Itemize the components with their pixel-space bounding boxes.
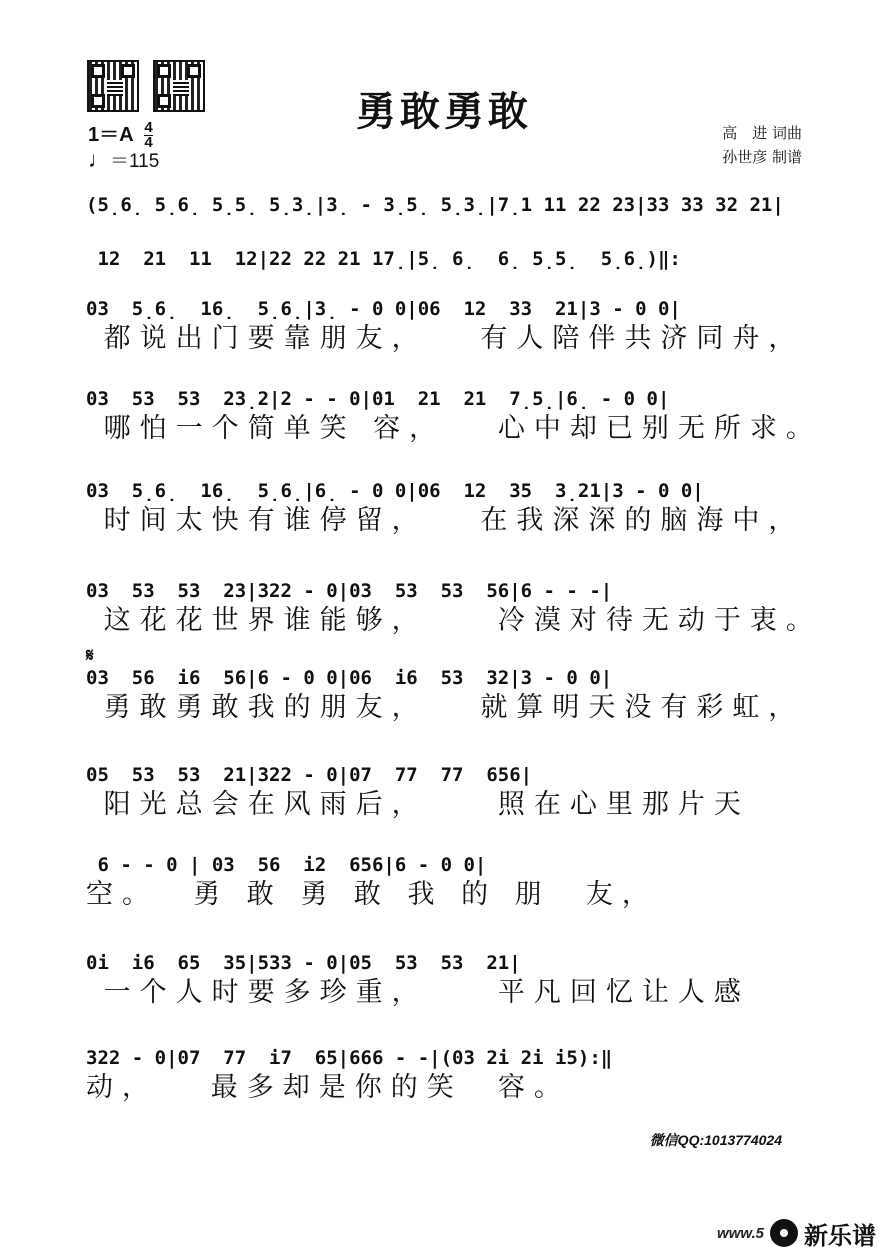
quarter-note-icon: ♩ — [88, 147, 110, 172]
score-row-2 — [86, 246, 808, 272]
score-row-5 — [86, 478, 808, 538]
site-url: www.5 — [717, 1224, 764, 1242]
credit-notation: 孙世彦 制谱 — [722, 148, 802, 166]
score-row-7 — [86, 665, 808, 725]
lyrics-line: 一个人时要多珍重， 平凡回忆让人感 — [86, 977, 750, 1008]
notes-line: 03 53 53 23̣2|2 - - 0|01 21 21 7̣5̣|6̣ - 0 0| — [86, 388, 670, 410]
notes-line: (5̣6̣ 5̣6̣ 5̣5̣ 5̣3̣|3̣ - 3̣5̣ 5̣3̣|7̣1 11 22 23|33 33 32 21| — [86, 194, 784, 216]
notes-line: 03 5̣6̣ 16̣ 5̣6̣|3̣ - 0 0|06 12 33 21|3 - 0 0| — [86, 298, 681, 320]
vinyl-disc-icon — [770, 1219, 798, 1247]
score-row-3 — [86, 296, 808, 356]
notes-line: 322 - 0|07 77 i7 65|666 - -|(03 2i 2i i5):‖ — [86, 1047, 613, 1069]
notes-line: 03 5̣6̣ 16̣ 5̣6̣|6̣ - 0 0|06 12 35 3̣21|3 - 0 0| — [86, 480, 704, 502]
lyrics-line: 勇敢勇敢我的朋友， 就算明天没有彩虹， — [86, 692, 805, 723]
time-top: 4 — [144, 119, 153, 137]
score-row-11 — [86, 1045, 808, 1105]
song-title: 勇敢勇敢 — [356, 88, 532, 135]
lyrics-line: 这花花世界谁能够， 冷漠对待无动于衷。 — [86, 605, 822, 636]
lyrics-line: 都说出门要靠朋友， 有人陪伴共济同舟， — [86, 323, 805, 354]
time-bottom: 4 — [144, 134, 153, 152]
tempo-marking — [88, 146, 159, 173]
notes-line: 12 21 11 12|22 22 21 17̣|5̣ 6̣ 6̣ 5̣5̣ 5̣6̣)‖: — [86, 248, 681, 270]
score-row-8 — [86, 762, 808, 822]
notes-line: 03 53 53 23|322 - 0|03 53 53 56|6 - - -| — [86, 580, 613, 602]
score-row-4 — [86, 386, 822, 446]
brand-name: 新乐谱 — [804, 1221, 876, 1250]
lyrics-line: 动， 最多却是你的笑 容。 — [86, 1072, 570, 1103]
lyrics-line: 时间太快有谁停留， 在我深深的脑海中， — [86, 505, 805, 536]
notes-line: 0i i6 65 35|533 - 0|05 53 53 21| — [86, 952, 521, 974]
segno-sign: 𝄋 — [86, 645, 94, 666]
score-row-9 — [86, 852, 808, 912]
notes-line: 03 56 i6 56|6 - 0 0|06 i6 53 32|3 - 0 0| — [86, 667, 613, 689]
lyrics-line: 阳光总会在风雨后， 照在心里那片天 — [86, 789, 750, 820]
site-watermark — [717, 1215, 876, 1251]
score-row-10 — [86, 950, 808, 1010]
lyrics-line: 哪怕一个简单笑 容， 心中却已别无所求。 — [86, 413, 822, 444]
wechat-qq-contact: 微信QQ:1013774024 — [649, 1132, 782, 1148]
tempo-value: ＝115 — [110, 151, 160, 172]
key-label: 1＝A — [88, 124, 133, 146]
notes-line: 6 - - 0 | 03 56 i2 656|6 - 0 0| — [86, 854, 487, 876]
lyrics-line: 空。 勇 敢 勇 敢 我 的 朋 友， — [86, 879, 658, 910]
notes-line: 05 53 53 21|322 - 0|07 77 77 656| — [86, 764, 533, 786]
score-row-6 — [86, 578, 822, 638]
score-row-1 — [86, 192, 808, 218]
credit-lyrics-music: 高 进 词曲 — [722, 124, 802, 142]
